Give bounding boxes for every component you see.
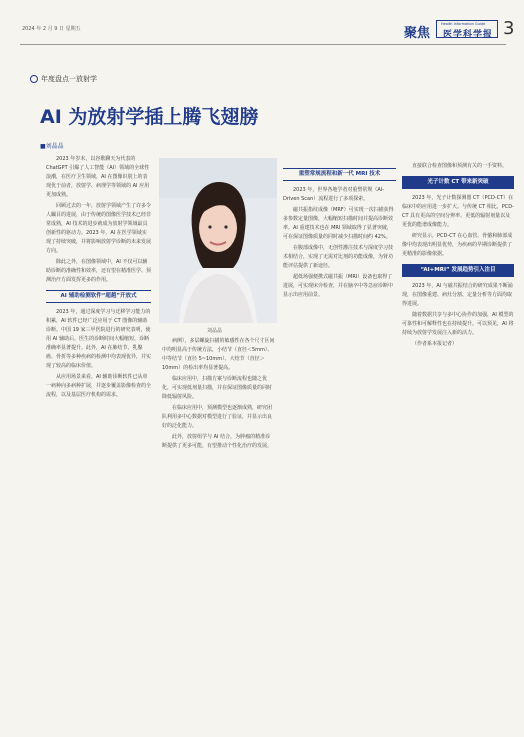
portrait-image (159, 158, 277, 323)
paragraph: 直接联合检查图像和预测有关的一手资料。 (412, 163, 508, 169)
paragraph: 从应用场景来看，AI 辅助诊断软件已从单一病种向多病种扩展，并逐步覆盖影像检查的全流程，以及基层医疗机构的需求。 (46, 374, 152, 398)
paragraph: 2023 年，通过深度学习与迁移学习能力的积累，AI 软件已经广泛应用于 CT 图像的辅助诊断。中国 19 家三甲医院进行的研究表明，使用 AI 辅助后，医生的诊断时间大幅缩短，诊断准确率显著提升。此外，AI 在肺结节、乳腺癌、骨折等多种疾病的检测中均表现优异，并实现了较高的临床价值。 (46, 309, 152, 369)
masthead-logo (436, 20, 498, 38)
subheading: AI 辅助检测软件“超越”开放式 (46, 290, 151, 303)
masthead-chinese: 医学科学报 (443, 30, 494, 40)
masthead-english: Health Information Guide (441, 22, 486, 26)
subheading: 光子计数 CT 带来新突破 (402, 176, 514, 189)
paragraph: 除此之外，在图像领域中，AI 不仅可以辅助诊断的准确性和效率，还有望在精准医学、预测治疗方面发挥更多的作用。 (46, 259, 152, 283)
article-column-4 (402, 162, 514, 351)
subheading: “AI+MRI” 发展趋势引入注目 (402, 264, 514, 277)
section-name: 聚焦 (404, 26, 431, 41)
photo-caption: 刘晶晶 (207, 328, 223, 334)
paragraph: 回顾过去的一年，放射学领域产生了许多令人瞩目的进展，由于传统的图像医学技术已经非常成熟，AI 技术的进步就成为放射学领域最具创新性的驱动力。2023 年，AI 在医学领域实现了持续突破，并将影响放射学诊断的未来发展方向。 (46, 203, 152, 254)
article-title: AI 为放射学插上腾飞翅膀 (40, 106, 259, 128)
paragraph: 病例），多层螺旋扫描的敏感性在各个尺寸区间中均明显高于传统方法，小结节（直径＜5mm）、中等结节（直径 5~10mm）、大结节（直径＞10mm）的检出率均显著提高。 (162, 338, 275, 371)
paragraph: 临床应用中，扫描方案与诊断流程也随之优化，可实现低剂量扫描，并在保证图像质量的同时降低辐射风险。 (162, 376, 273, 400)
page-number: 3 (503, 18, 515, 39)
paragraph: 2023 年，AI 与磁共振结合的研究成果不断涌现，在图像重建、病灶分割、定量分析等方面均取得进展。 (402, 283, 513, 307)
author-note: （作者系本报记者） (412, 341, 458, 347)
paragraph: 研究显示，PCD-CT 在心血管、骨骼和肺部成像中均表现出明显优势，为疾病的早期诊断提供了更精准的影像依据。 (402, 233, 513, 257)
article-author: ■刘晶晶 (40, 143, 64, 150)
paragraph: 随着数据共享与多中心协作的加强，AI 模型的可靠性和可解释性也在持续提升。可以预见，AI 将持续为放射学发展注入新的活力。 (402, 312, 514, 336)
paragraph: 在腹部成像中，无创性灌注技术与深度学习技术相结合，实现了无需对比剂的功能成像，为肾功能评估提供了新途径。 (283, 245, 394, 269)
issue-date: 2024 年 2 月 9 日 星期五 (22, 26, 81, 32)
article-column-3 (283, 163, 396, 302)
page-header (0, 0, 524, 46)
paragraph: 2023 年，光子计数探测器 CT（PCD-CT）在临床中的应用进一步扩大。与传统 CT 相比，PCD-CT 具有更高的空间分辨率、更低的辐射剂量以及更优的能谱成像能力。 (402, 195, 514, 228)
paragraph: 在临床应用中，预测模型也逐渐成熟，研究团队利用多中心数据对模型进行了验证，并显示出良好的泛化能力。 (162, 405, 273, 429)
article-column-2 (162, 337, 275, 453)
article-column-1 (46, 155, 151, 402)
paragraph: 超低场强便携式磁共振（MRI）设备也取得了进展，可实现床旁检查，并在脑卒中等急症诊断中显示出应用前景。 (283, 274, 394, 298)
paragraph: 2023 年岁末，以谷歌聊天为代表的 ChatGPT 引爆了人工智能（AI）领域的全球性浪潮，在医疗卫生领域，AI 在图像识别上的表现优于前者，放射学、病理学等领域的 AI 应用更加成熟。 (46, 156, 150, 198)
paragraph: 磁共振指纹成像（MRF）可实现一次扫描获得多参数定量图像，大幅缩短扫描时间并提高诊断效率。AI 重建技术也在 MRI 领域取得了显著突破，可在保证图像质量的同时减少扫描时间约 42%。 (283, 207, 394, 240)
header-rule (20, 44, 506, 45)
circle-bullet-icon (30, 75, 38, 83)
subheading: 重塑常规流程和新一代 MRI 技术 (283, 168, 396, 181)
section-label-text: 年度盘点一放射学 (41, 75, 97, 83)
paragraph: 此外，放射组学与 AI 结合，为肿瘤的精准诊断提供了更多可能，有望推动个性化治疗的发展。 (162, 434, 273, 449)
author-photo (159, 158, 277, 323)
section-label (30, 74, 97, 84)
paragraph: 2023 年，世界各地学者对重塑常规（AI-Driven Scan）流程进行了多项探索。 (283, 187, 385, 202)
